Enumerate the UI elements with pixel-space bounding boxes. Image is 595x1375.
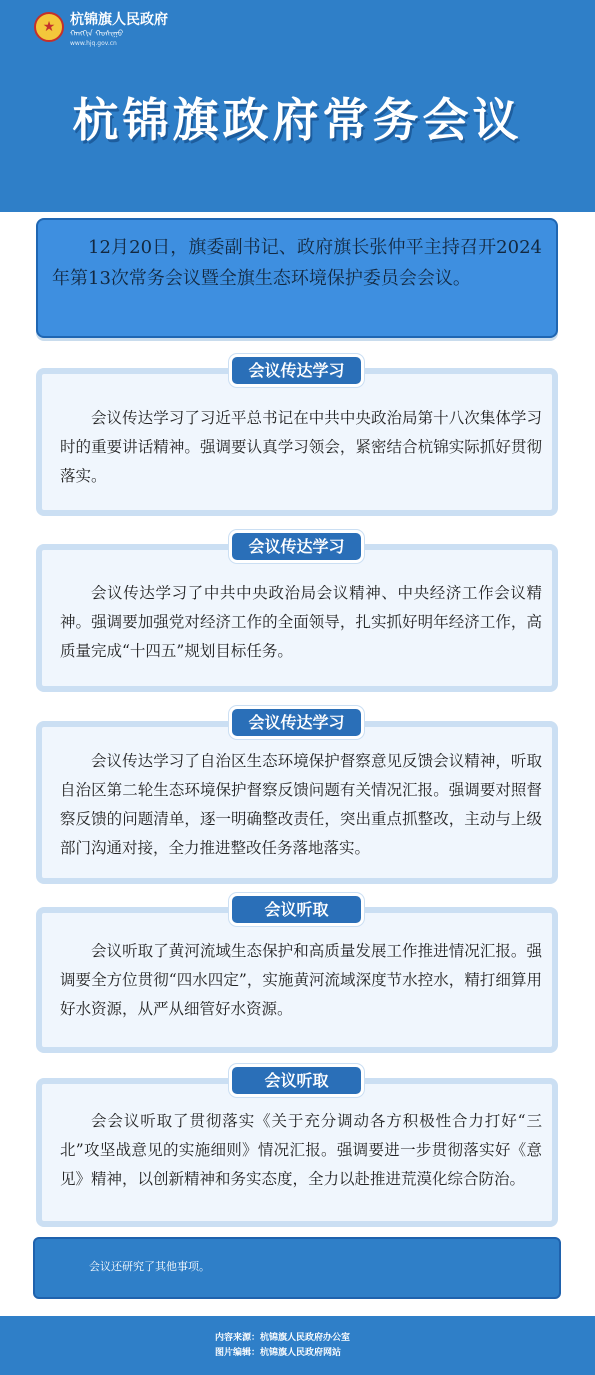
closing-note: 会议还研究了其他事项。: [89, 1260, 210, 1273]
section-card-3: [36, 721, 558, 884]
section-text: 会议听取了黄河流域生态保护和高质量发展工作推进情况汇报。强调要全方位贯彻“四水四定”，实施黄河流域深度节水控水，精打细算用好水资源，从严从细管好水资源。: [60, 942, 542, 1018]
intro-box: [36, 218, 558, 338]
logo-text: [70, 12, 168, 48]
section-text: 会会议听取了贯彻落实《关于充分调动各方积极性合力打好“三北”攻坚战意见的实施细则》情况汇报。强调要进一步贯彻落实好《意见》精神，以创新精神和务实态度，全力以赴推进荒漠化综合防治。: [60, 1112, 542, 1188]
section-text: 会议传达学习了自治区生态环境保护督察意见反馈会议精神，听取自治区第二轮生态环境保护督察反馈问题有关情况汇报。强调要对照督察反馈的问题清单，逐一明确整改责任，突出重点抓整改，主动与上级部门沟通对接，全力推进整改任务落地落实。: [60, 752, 542, 857]
section-card-1: [36, 368, 558, 516]
section-badge: 会议听取: [229, 1064, 364, 1097]
logo-mongolian: ᠬᠠᠩᠭᠢᠨ ᠬᠣᠰᠢᠭᠤ: [70, 29, 124, 38]
section-badge: 会议传达学习: [229, 706, 364, 739]
logo-url: www.hjq.gov.cn: [70, 40, 117, 47]
page-title: 杭锦旗政府常务会议: [72, 93, 523, 147]
page-footer: [0, 1316, 595, 1375]
footer-source: 内容来源：杭锦旗人民政府办公室: [215, 1333, 351, 1343]
page-header: [0, 0, 595, 212]
section-card-4: [36, 907, 558, 1053]
intro-text: 12月20日，旗委副书记、政府旗长张仲平主持召开2024年第13次常务会议暨全旗生态环境保护委员会会议。: [52, 237, 542, 289]
site-logo[interactable]: [34, 12, 168, 48]
section-text: 会议传达学习了中共中央政治局会议精神、中央经济工作会议精神。强调要加强党对经济工作的全面领导，扎实抓好明年经济工作，高质量完成“十四五”规划目标任务。: [60, 584, 542, 660]
logo-name: 杭锦旗人民政府: [70, 12, 168, 28]
section-card-5: [36, 1078, 558, 1227]
national-emblem-icon: ★: [34, 12, 64, 42]
footer-editor: 图片编辑：杭锦旗人民政府网站: [215, 1348, 342, 1358]
closing-note-box: [33, 1237, 561, 1299]
section-badge: 会议传达学习: [229, 354, 364, 387]
section-badge: 会议听取: [229, 893, 364, 926]
section-card-2: [36, 544, 558, 692]
section-text: 会议传达学习了习近平总书记在中共中央政治局第十八次集体学习时的重要讲话精神。强调要认真学习领会，紧密结合杭锦实际抓好贯彻落实。: [60, 409, 542, 485]
section-badge: 会议传达学习: [229, 530, 364, 563]
